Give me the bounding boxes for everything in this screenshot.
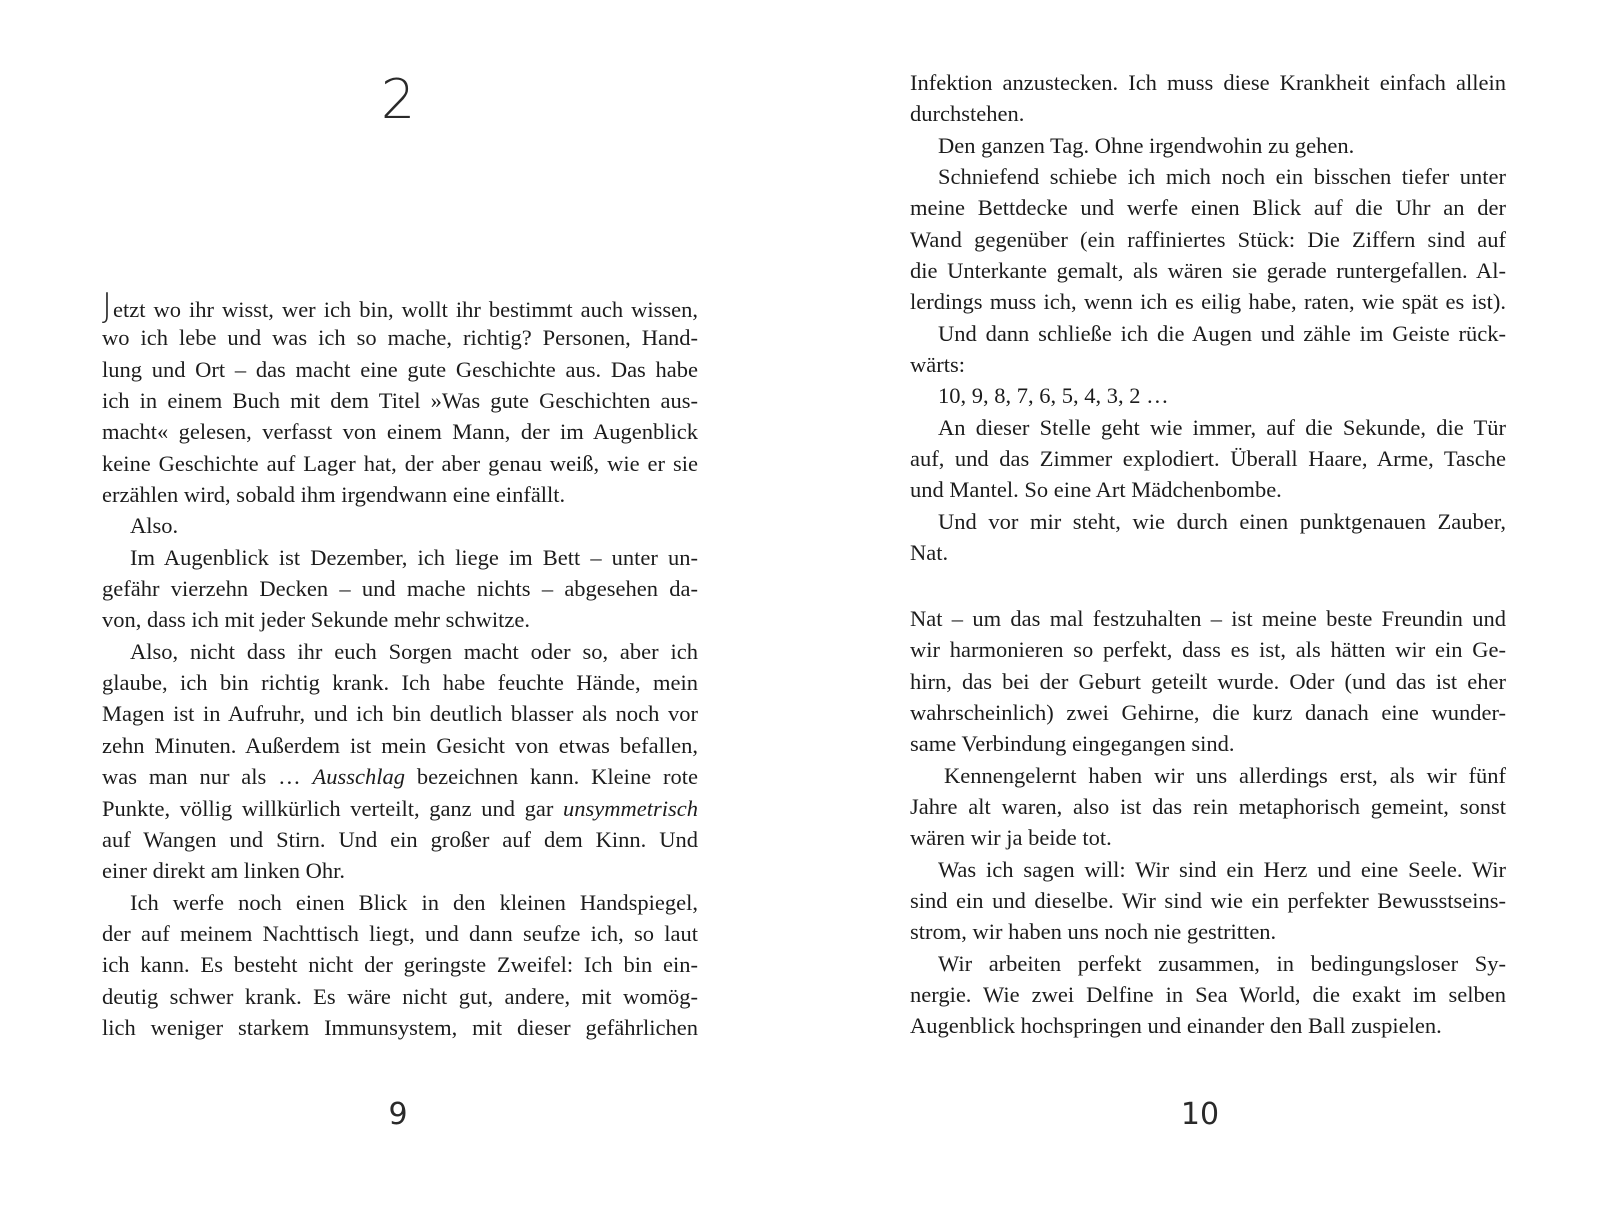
text-line: Schniefend schiebe ich mich noch ein bisschen tiefer unter — [938, 164, 1506, 190]
page-number: 9 — [388, 1097, 408, 1132]
drop-cap: J — [102, 286, 113, 326]
page-number: 10 — [1180, 1097, 1220, 1132]
text-line: auf, und das Zimmer explodiert. Überall Haare, Arme, Tasche — [910, 446, 1506, 472]
text-line: wahrscheinlich) zwei Gehirne, die kurz danach eine wunder- — [910, 700, 1506, 726]
text-line: Infektion anzustecken. Ich muss diese Krankheit einfach allein — [910, 70, 1506, 95]
text-line: Und dann schließe ich die Augen und zähle im Geiste rück- — [938, 320, 1506, 346]
text-line: lung und Ort – das macht eine gute Geschichte aus. Das habe — [102, 356, 698, 382]
text-line: wärts: — [910, 352, 965, 378]
text-line: zehn Minuten. Außerdem ist mein Gesicht von etwas befallen, — [102, 732, 698, 758]
text-line: was man nur als … Ausschlag bezeichnen kann. Kleine rote — [102, 764, 698, 790]
text-line: Und vor mir steht, wie durch einen punktgenauen Zauber, — [938, 508, 1506, 534]
text-line: Den ganzen Tag. Ohne irgendwohin zu gehen. — [938, 132, 1355, 158]
text-line: auf Wangen und Stirn. Und ein großer auf dem Kinn. Und — [102, 826, 698, 852]
text-line: nergie. Wie zwei Delfine in Sea World, die exakt im selben — [910, 982, 1506, 1008]
text-line: Punkte, völlig willkürlich verteilt, ganz und gar unsymmetrisch — [102, 795, 698, 821]
text-line: wären wir ja beide tot. — [910, 825, 1112, 851]
text-line: Nat – um das mal festzuhalten – ist meine beste Freundin und — [910, 606, 1506, 631]
text-line: wo ich lebe und was ich so mache, richtig? Personen, Hand- — [102, 325, 698, 351]
text-line: Nat. — [910, 540, 949, 566]
text-line: macht« gelesen, verfasst von einem Mann, der im Augenblick — [102, 419, 698, 445]
text-line: einer direkt am linken Ohr. — [102, 858, 346, 884]
text-line: Also, nicht dass ihr euch Sorgen macht oder so, aber ich — [130, 638, 698, 664]
chapter-number: 2 — [380, 68, 416, 131]
text-line: gefähr vierzehn Decken – und mache nichts – abgesehen da- — [102, 576, 698, 602]
text-line: erzählen wird, sobald ihm irgendwann eine einfällt. — [102, 482, 566, 508]
text-line: wir harmonieren so perfekt, dass es ist, als hätten wir ein Ge- — [910, 637, 1506, 663]
text-line: deutig schwer krank. Es wäre nicht gut, andere, mit womög- — [102, 983, 698, 1009]
emphasis: Ausschlag — [312, 764, 406, 790]
text-line: Ich werfe noch einen Blick in den kleinen Handspiegel, — [130, 889, 698, 915]
text-line: keine Geschichte auf Lager hat, der aber genau weiß, wie er sie — [102, 450, 698, 476]
text-line: hirn, das bei der Geburt geteilt wurde. Oder (und das ist eher — [910, 668, 1506, 694]
text-line: Kennengelernt haben wir uns allerdings erst, als wir fünf — [944, 762, 1506, 788]
text-line: meine Bettdecke und werfe einen Blick auf die Uhr an der — [910, 195, 1506, 221]
text-line: lich weniger starkem Immunsystem, mit dieser gefährlichen — [102, 1014, 698, 1040]
text-line: Also. — [130, 513, 179, 539]
text-line: lerdings muss ich, wenn ich es eilig habe, raten, wie spät es ist). — [910, 289, 1506, 315]
text-line: An dieser Stelle geht wie immer, auf die Sekunde, die Tür — [938, 414, 1506, 440]
text-line: ich in einem Buch mit dem Titel »Was gute Geschichten aus- — [102, 388, 698, 414]
left-page-text — [102, 286, 698, 1043]
text-line: same Verbindung eingegangen sind. — [910, 731, 1235, 757]
text-line: Augenblick hochspringen und einander den Ball zuspielen. — [910, 1013, 1442, 1039]
text-line: strom, wir haben uns noch nie gestritten. — [910, 919, 1277, 945]
text-line: Wand gegenüber (ein raffiniertes Stück: Die Ziffern sind auf — [910, 226, 1506, 252]
right-page-text-top — [910, 67, 1506, 569]
text-line: Was ich sagen will: Wir sind ein Herz und eine Seele. Wir — [938, 856, 1506, 882]
text-line: durchstehen. — [910, 101, 1025, 127]
text-line: der auf meinem Nachttisch liegt, und dann seufze ich, so laut — [102, 920, 698, 946]
text-line: Magen ist in Aufruhr, und ich bin deutlich blasser als noch vor — [102, 701, 698, 727]
text-line: von, dass ich mit jeder Sekunde mehr schwitze. — [102, 607, 531, 633]
text-line: ich kann. Es besteht nicht der geringste Zweifel: Ich bin ein- — [102, 952, 698, 978]
text-line: Jahre alt waren, also ist das rein metaphorisch gemeint, sonst — [910, 794, 1506, 820]
text-line: Im Augenblick ist Dezember, ich liege im Bett – unter un- — [130, 544, 698, 570]
text-line: glaube, ich bin richtig krank. Ich habe feuchte Hände, mein — [102, 670, 698, 696]
text-line: Jetzt wo ihr wisst, wer ich bin, wollt ihr bestimmt auch wissen, — [102, 286, 698, 326]
right-page-text-bottom — [910, 603, 1506, 1042]
text-line: sind ein und dieselbe. Wir sind wie ein perfekter Bewusstseins- — [910, 888, 1506, 914]
right-page — [800, 0, 1600, 1216]
text-line: die Unterkante gemalt, als wären sie gerade runtergefallen. Al- — [910, 258, 1506, 284]
text-line: Wir arbeiten perfekt zusammen, in bedingungsloser Sy- — [938, 950, 1506, 976]
text-line: und Mantel. So eine Art Mädchenbombe. — [910, 477, 1282, 503]
text-line: 10, 9, 8, 7, 6, 5, 4, 3, 2 … — [938, 383, 1169, 409]
emphasis: unsymmetrisch — [563, 795, 698, 821]
